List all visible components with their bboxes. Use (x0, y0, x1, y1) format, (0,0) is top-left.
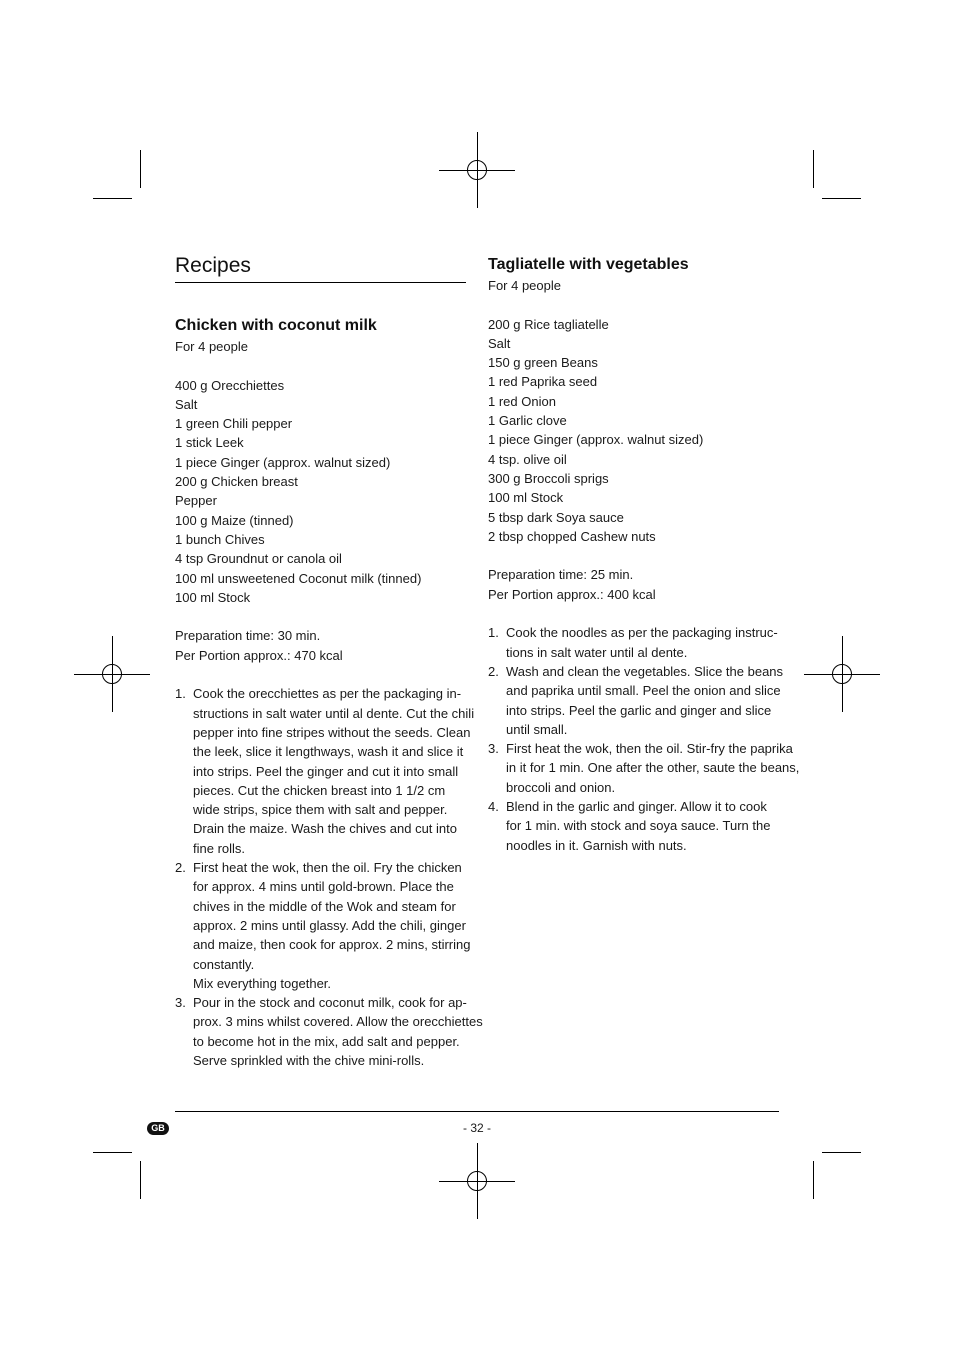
servings: For 4 people (488, 278, 561, 293)
step-text: and paprika until small. Peel the onion and slice (506, 683, 781, 699)
ingredient: 300 g Broccoli sprigs (488, 470, 609, 486)
step-text: fine rolls. (193, 840, 246, 856)
crop-mark (140, 150, 141, 188)
instruction-list (488, 623, 800, 855)
ingredient: 1 stick Leek (175, 435, 244, 451)
step-text: Cook the orecchiettes as per the packaging in- (193, 686, 462, 702)
calories-per-portion: Per Portion approx.: 400 kcal (488, 586, 656, 602)
left-column (175, 252, 483, 1070)
step-text: prox. 3 mins whilst covered. Allow the orecchiettes (193, 1014, 483, 1030)
preparation-time: Preparation time: 30 min. (175, 628, 321, 644)
step-text: pepper into fine stripes without the seeds. Clean (193, 724, 471, 740)
step-text: Blend in the garlic and ginger. Allow it to cook (506, 799, 767, 815)
right-column (488, 254, 800, 855)
ingredient: 1 Garlic clove (488, 413, 567, 429)
step-text: pieces. Cut the chicken breast into 1 1/2 cm (193, 782, 446, 798)
step-number: 3. (488, 741, 499, 757)
step-text: First heat the wok, then the oil. Stir-fry the paprika (506, 741, 793, 757)
instruction-step (488, 797, 780, 855)
step-text: Pour in the stock and coconut milk, cook for ap- (193, 995, 467, 1011)
step-number: 1. (488, 625, 499, 641)
ingredient: Pepper (175, 493, 217, 509)
ingredient: 100 g Maize (tinned) (175, 512, 294, 528)
step-text: Cook the noodles as per the packaging instruc- (506, 625, 778, 641)
step-text: tions in salt water until al dente. (506, 644, 688, 660)
servings: For 4 people (175, 339, 248, 354)
crop-mark (822, 1152, 861, 1153)
footer-rule (175, 1111, 779, 1112)
ingredient: 1 red Paprika seed (488, 374, 598, 390)
page-number: - 32 - (462, 1121, 491, 1135)
step-text: Wash and clean the vegetables. Slice the beans (506, 663, 784, 679)
step-number: 2. (488, 663, 499, 679)
step-text: structions in salt water until al dente. Cut the chili (193, 705, 475, 721)
ingredient-list (175, 376, 467, 608)
step-number: 2. (175, 860, 186, 876)
ingredient: 200 g Rice tagliatelle (488, 316, 609, 332)
ingredient: 100 ml Stock (175, 589, 251, 605)
step-text: constantly. (193, 956, 255, 972)
ingredient: 5 tbsp dark Soya sauce (488, 509, 624, 525)
instruction-step (488, 623, 780, 662)
ingredient: 150 g green Beans (488, 355, 598, 371)
instruction-list (175, 684, 483, 1070)
ingredient: Salt (488, 335, 511, 351)
step-text: broccoli and onion. (506, 779, 616, 795)
ingredient: 1 green Chili pepper (175, 416, 293, 432)
ingredient: 4 tsp. olive oil (488, 451, 567, 467)
recipe-title: Chicken with coconut milk (175, 317, 377, 334)
step-text: the leek, slice it lengthways, wash it and slice it (193, 744, 464, 760)
crop-mark (822, 198, 861, 199)
ingredient-list (488, 315, 780, 547)
step-text: in it for 1 min. One after the other, saute the beans, (506, 760, 800, 776)
ingredient: 200 g Chicken breast (175, 474, 298, 490)
ingredient: 1 bunch Chives (175, 531, 265, 547)
step-text: Serve sprinkled with the chive mini-rolls. (193, 1052, 425, 1068)
registration-mark-icon (439, 1143, 515, 1219)
registration-mark-icon (74, 636, 150, 712)
step-text: chives in the middle of the Wok and steam for (193, 898, 456, 914)
ingredient: 2 tbsp chopped Cashew nuts (488, 528, 656, 544)
crop-mark (140, 1161, 141, 1199)
registration-mark-icon (804, 636, 880, 712)
preparation-time: Preparation time: 25 min. (488, 567, 634, 583)
step-text: into strips. Peel the garlic and ginger and slice (506, 702, 772, 718)
step-text: to become hot in the mix, add salt and pepper. (193, 1033, 460, 1049)
ingredient: 1 piece Ginger (approx. walnut sized) (488, 432, 704, 448)
step-text: wide strips, spice them with salt and pepper. (193, 802, 448, 818)
step-text: Mix everything together. (193, 975, 332, 991)
ingredient: Salt (175, 396, 198, 412)
step-text: approx. 2 mins until glassy. Add the chili, ginger (193, 917, 466, 933)
recipe-title: Tagliatelle with vegetables (488, 256, 689, 273)
step-text: for approx. 4 mins until gold-brown. Place the (193, 879, 454, 895)
ingredient: 1 piece Ginger (approx. walnut sized) (175, 454, 391, 470)
step-text: into strips. Peel the ginger and cut it into small (193, 763, 459, 779)
language-badge: GB (147, 1122, 169, 1135)
crop-mark (93, 1152, 132, 1153)
step-number: 3. (175, 995, 186, 1011)
page-title: Recipes (175, 254, 251, 277)
step-number: 4. (488, 799, 499, 815)
crop-mark (813, 1161, 814, 1199)
step-text: First heat the wok, then the oil. Fry the chicken (193, 860, 462, 876)
step-text: Drain the maize. Wash the chives and cut into (193, 821, 457, 837)
registration-mark-icon (439, 132, 515, 208)
ingredient: 400 g Orecchiettes (175, 377, 285, 393)
step-text: and maize, then cook for approx. 2 mins, stirring (193, 937, 471, 953)
instruction-step (175, 684, 475, 858)
ingredient: 1 red Onion (488, 393, 556, 409)
ingredient: 100 ml Stock (488, 490, 564, 506)
ingredient: 100 ml unsweetened Coconut milk (tinned) (175, 570, 422, 586)
instruction-step (175, 993, 483, 1070)
instruction-step (175, 858, 471, 993)
step-text: noodles in it. Garnish with nuts. (506, 837, 687, 853)
ingredient: 4 tsp Groundnut or canola oil (175, 551, 342, 567)
step-text: for 1 min. with stock and soya sauce. Turn the (506, 818, 771, 834)
step-text: until small. (506, 721, 568, 737)
instruction-step (488, 662, 784, 739)
step-number: 1. (175, 686, 186, 702)
instruction-step (488, 739, 800, 797)
crop-mark (93, 198, 132, 199)
crop-mark (813, 150, 814, 188)
calories-per-portion: Per Portion approx.: 470 kcal (175, 647, 343, 663)
